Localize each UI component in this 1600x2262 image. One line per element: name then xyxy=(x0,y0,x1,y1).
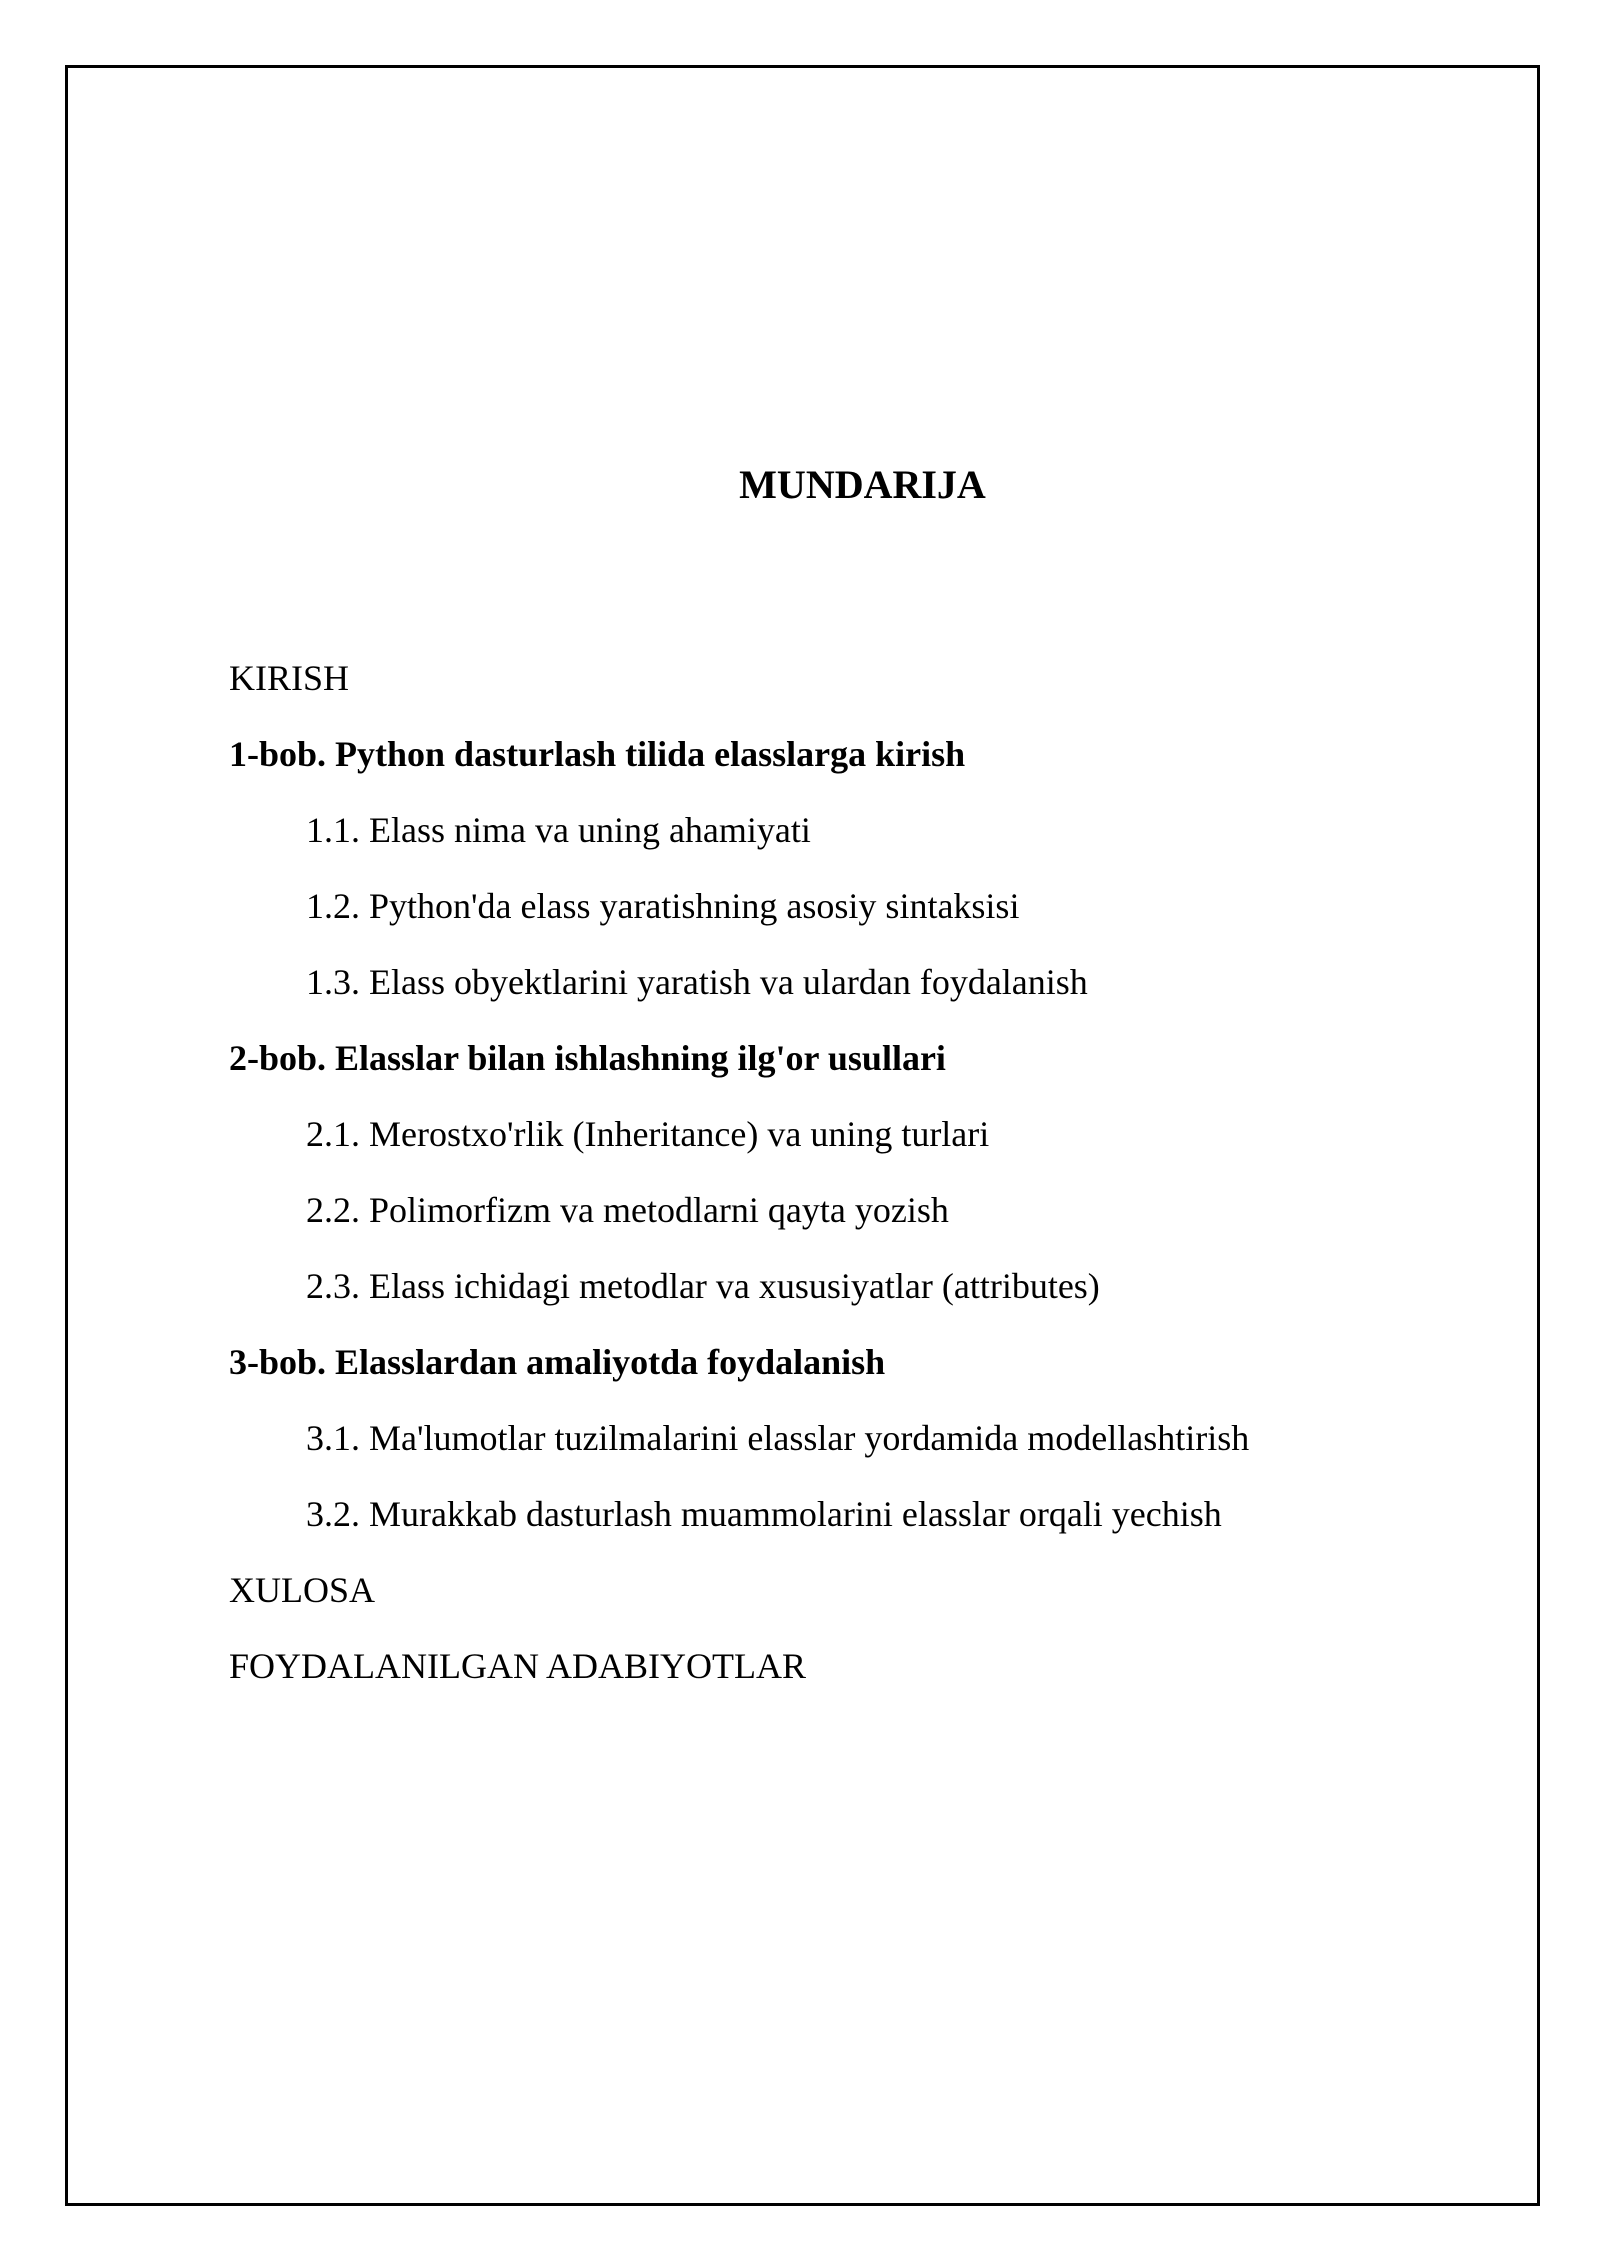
toc-section-2-3: 2.3. Elass ichidagi metodlar va xususiyatlar (attributes) xyxy=(306,1266,1100,1306)
toc-section-3-1: 3.1. Ma'lumotlar tuzilmalarini elasslar yordamida modellashtirish xyxy=(306,1418,1250,1458)
toc-section-1-2: 1.2. Python'da elass yaratishning asosiy sintaksisi xyxy=(306,886,1020,926)
toc-chapter-1: 1-bob. Python dasturlash tilida elasslarga kirish xyxy=(229,734,966,774)
toc-section-2-2: 2.2. Polimorfizm va metodlarni qayta yozish xyxy=(306,1190,949,1230)
toc-section-2-1: 2.1. Merostxo'rlik (Inheritance) va uning turlari xyxy=(306,1114,990,1154)
toc-entry-conclusion: XULOSA xyxy=(229,1570,376,1610)
toc-chapter-3: 3-bob. Elasslardan amaliyotda foydalanish xyxy=(229,1342,886,1382)
toc-section-3-2: 3.2. Murakkab dasturlash muammolarini elasslar orqali yechish xyxy=(306,1494,1222,1534)
toc-section-1-1: 1.1. Elass nima va uning ahamiyati xyxy=(306,810,811,850)
toc-chapter-2: 2-bob. Elasslar bilan ishlashning ilg'or usullari xyxy=(229,1038,946,1078)
toc-section-1-3: 1.3. Elass obyektlarini yaratish va ulardan foydalanish xyxy=(306,962,1088,1002)
table-of-contents xyxy=(229,640,1249,1704)
toc-entry-references: FOYDALANILGAN ADABIYOTLAR xyxy=(229,1646,806,1686)
page-title: MUNDARIJA xyxy=(739,462,986,507)
toc-entry-introduction: KIRISH xyxy=(229,658,350,698)
